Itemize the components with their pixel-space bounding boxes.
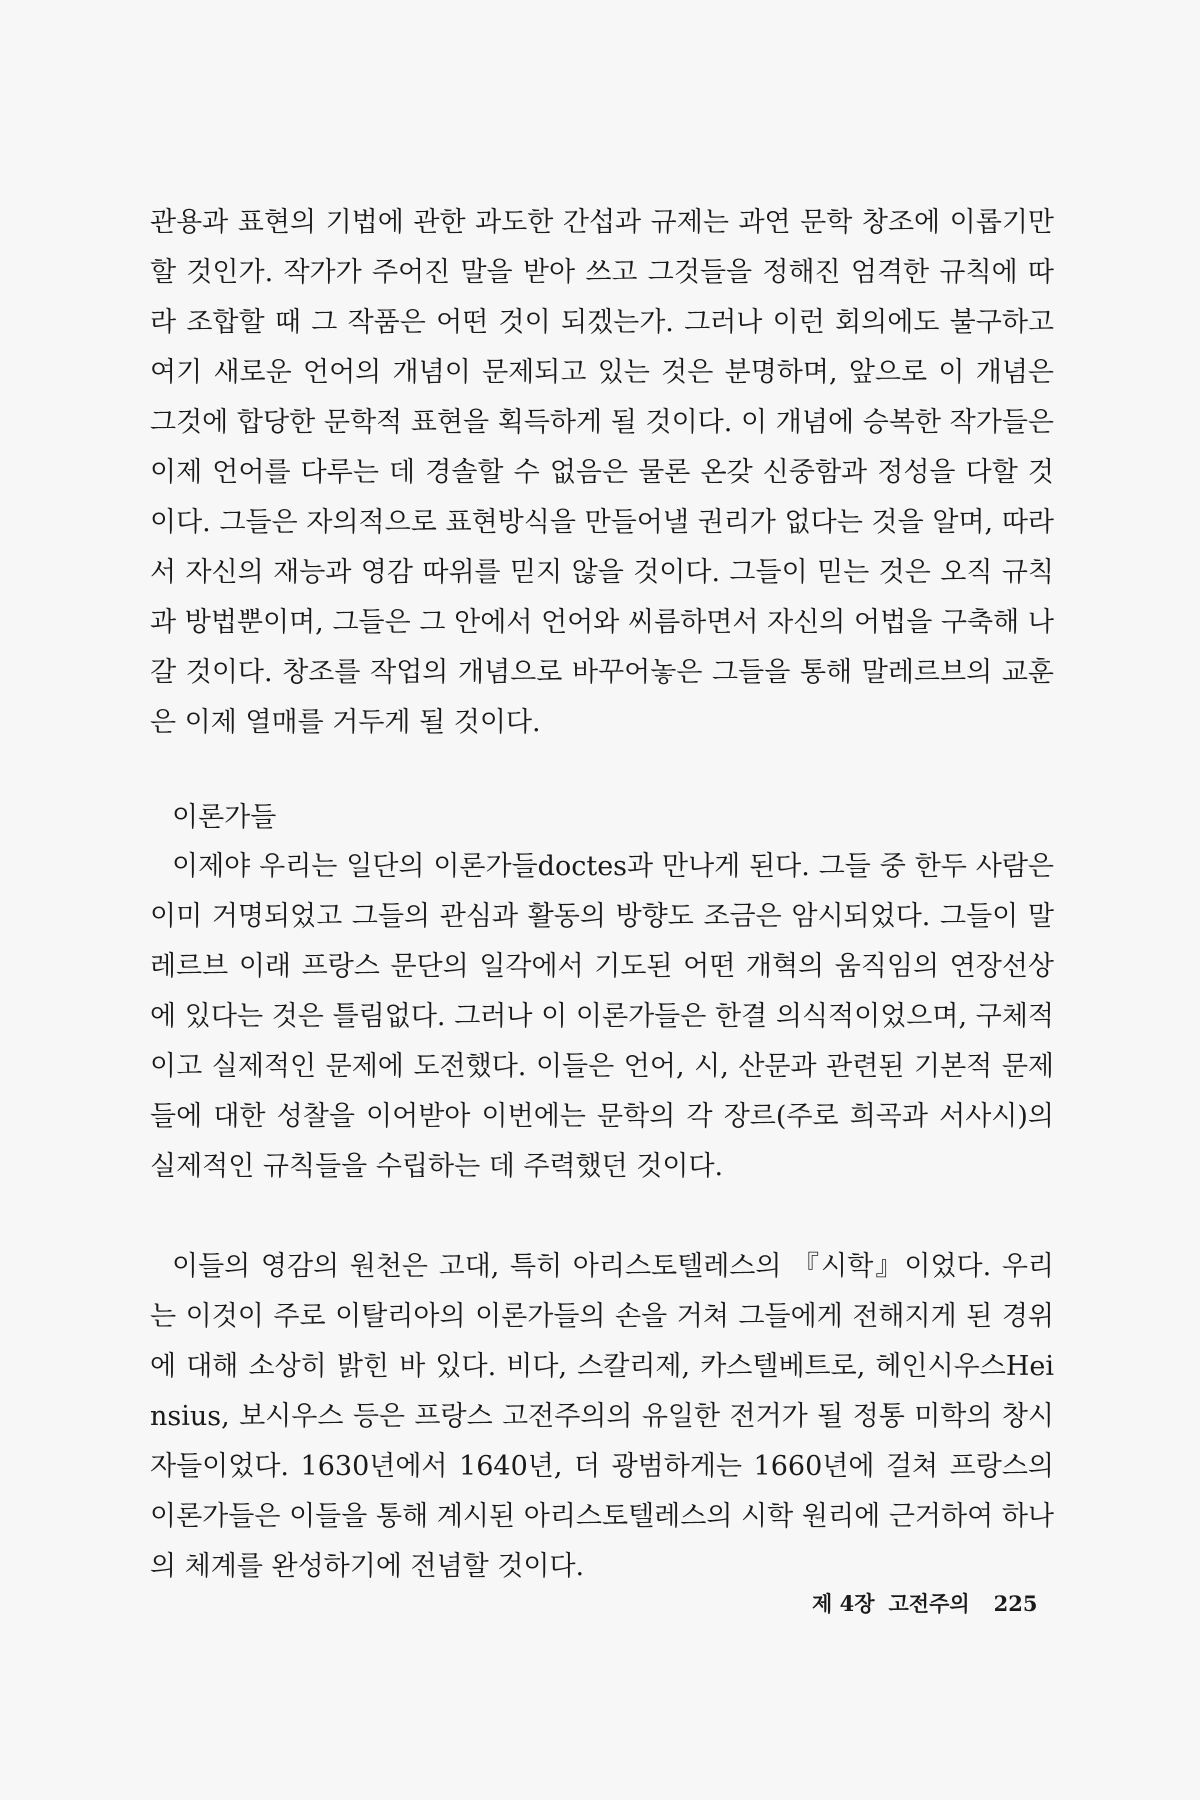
- body-paragraph-3: 이들의 영감의 원천은 고대, 특히 아리스토텔레스의 『시학』이었다. 우리는 이것이 주로 이탈리아의 이론가들의 손을 거쳐 그들에게 전해지게 된 경위에 대해 소상히 밝힌 바 있다. 비다, 스칼리제, 카스텔베트로, 헤인시우스Heinsius, 보시우스 등은 프랑스 고전주의의 유일한 전거가 될 정통 미학의 창시자들이었다. 1630년에서 1640년, 더 광범하게는 1660년에 걸쳐 프랑스의 이론가들은 이들을 통해 계시된 아리스토텔레스의 시학 원리에 근거하여 하나의 체계를 완성하기에 전념할 것이다.: [150, 1251, 1054, 1582]
- footer-chapter: 제 4장: [812, 1591, 875, 1616]
- page-number: 225: [993, 1591, 1038, 1616]
- body-paragraph-1: 관용과 표현의 기법에 관한 과도한 간섭과 규제는 과연 문학 창조에 이롭기만 할 것인가. 작가가 주어진 말을 받아 쓰고 그것들을 정해진 엄격한 규칙에 따라 조합할 때 그 작품은 어떤 것이 되겠는가. 그러나 이런 회의에도 불구하고 여기 새로운 언어의 개념이 문제되고 있는 것은 분명하며, 앞으로 이 개념은 그것에 합당한 문학적 표현을 획득하게 될 것이다. 이 개념에 승복한 작가들은 이제 언어를 다루는 데 경솔할 수 없음은 물론 온갖 신중함과 정성을 다할 것이다. 그들은 자의적으로 표현방식을 만들어낼 권리가 없다는 것을 알며, 따라서 자신의 재능과 영감 따위를 믿지 않을 것이다. 그들이 믿는 것은 오직 규칙과 방법뿐이며, 그들은 그 안에서 언어와 씨름하면서 자신의 어법을 구축해 나갈 것이다. 창조를 작업의 개념으로 바꾸어놓은 그들을 통해 말레르브의 교훈은 이제 열매를 거두게 될 것이다.: [150, 207, 1054, 738]
- section-heading: 이론가들: [172, 802, 277, 833]
- running-footer: [812, 1588, 1038, 1618]
- footer-chapter-title: 고전주의: [888, 1591, 970, 1616]
- body-paragraph-2: 이제야 우리는 일단의 이론가들doctes과 만나게 된다. 그들 중 한두 사람은 이미 거명되었고 그들의 관심과 활동의 방향도 조금은 암시되었다. 그들이 말레르브 이래 프랑스 문단의 일각에서 기도된 어떤 개혁의 움직임의 연장선상에 있다는 것은 틀림없다. 그러나 이 이론가들은 한결 의식적이었으며, 구체적이고 실제적인 문제에 도전했다. 이들은 언어, 시, 산문과 관련된 기본적 문제들에 대한 성찰을 이어받아 이번에는 문학의 각 장르(주로 희곡과 서사시)의 실제적인 규칙들을 수립하는 데 주력했던 것이다.: [150, 851, 1054, 1182]
